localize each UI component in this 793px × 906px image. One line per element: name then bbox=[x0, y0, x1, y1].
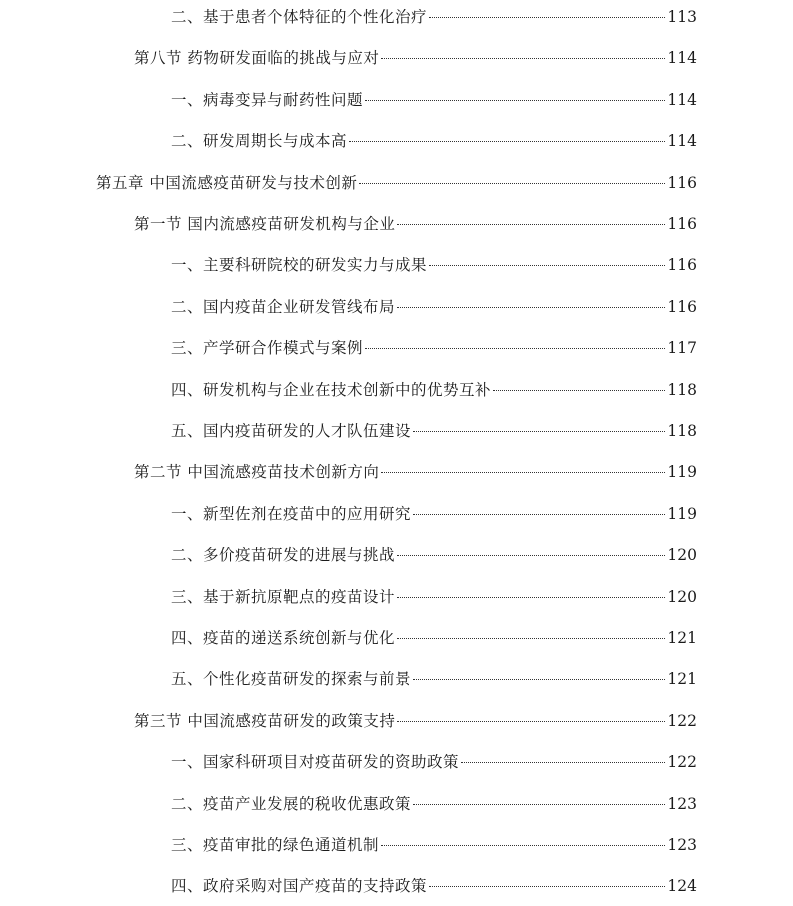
toc-entry-item[interactable] bbox=[171, 625, 697, 651]
toc-entry-page-number: 124 bbox=[667, 877, 697, 896]
toc-entry-page-number: 119 bbox=[667, 463, 697, 482]
toc-entry-title: 第一节 国内流感疫苗研发机构与企业 bbox=[134, 215, 396, 233]
toc-entry-title: 四、政府采购对国产疫苗的支持政策 bbox=[171, 877, 428, 896]
toc-entry-item[interactable] bbox=[171, 87, 697, 113]
toc-entry-item[interactable] bbox=[171, 294, 697, 320]
toc-entry-section[interactable] bbox=[134, 459, 697, 485]
toc-entry-page-number: 114 bbox=[667, 90, 697, 109]
toc-entry-title: 第三节 中国流感疫苗研发的政策支持 bbox=[134, 711, 396, 730]
toc-entry-title: 五、国内疫苗研发的人才队伍建设 bbox=[171, 422, 412, 440]
dot-leader bbox=[365, 99, 665, 101]
toc-entry-section[interactable] bbox=[134, 708, 697, 734]
dot-leader bbox=[381, 844, 665, 846]
dot-leader bbox=[381, 57, 665, 59]
toc-entry-title: 三、疫苗审批的绿色通道机制 bbox=[171, 836, 380, 854]
toc-entry-title: 一、新型佐剂在疫苗中的应用研究 bbox=[171, 504, 412, 523]
toc-entry-page-number: 114 bbox=[667, 132, 697, 151]
toc-entry-page-number: 114 bbox=[667, 49, 697, 68]
toc-entry-title: 五、个性化疫苗研发的探索与前景 bbox=[171, 670, 412, 689]
dot-leader bbox=[413, 430, 665, 432]
dot-leader bbox=[397, 554, 665, 556]
dot-leader bbox=[397, 637, 665, 639]
toc-entry-title: 第五章 中国流感疫苗研发与技术创新 bbox=[96, 173, 358, 192]
toc-entry-page-number: 120 bbox=[667, 587, 697, 606]
toc-entry-item[interactable] bbox=[171, 4, 697, 30]
dot-leader bbox=[413, 513, 665, 515]
toc-entry-page-number: 123 bbox=[667, 794, 697, 813]
toc-entry-item[interactable] bbox=[171, 128, 697, 154]
toc-entry-title: 二、国内疫苗企业研发管线布局 bbox=[171, 297, 396, 316]
toc-entry-title: 第八节 药物研发面临的挑战与应对 bbox=[134, 49, 380, 68]
toc-entry-item[interactable] bbox=[171, 501, 697, 527]
toc-entry-page-number: 116 bbox=[667, 173, 697, 192]
toc-entry-item[interactable] bbox=[171, 542, 697, 568]
dot-leader bbox=[429, 16, 665, 18]
toc-entry-item[interactable] bbox=[171, 873, 697, 899]
toc-entry-page-number: 116 bbox=[667, 256, 697, 275]
toc-entry-section[interactable] bbox=[134, 211, 697, 237]
dot-leader bbox=[461, 761, 665, 763]
toc-entry-section[interactable] bbox=[134, 45, 697, 71]
toc-entry-page-number: 118 bbox=[667, 380, 697, 399]
toc-entry-title: 三、基于新抗原靶点的疫苗设计 bbox=[171, 587, 396, 606]
toc-entry-title: 三、产学研合作模式与案例 bbox=[171, 339, 364, 358]
dot-leader bbox=[429, 264, 665, 266]
dot-leader bbox=[493, 389, 665, 391]
toc-entry-title: 二、基于患者个体特征的个性化治疗 bbox=[171, 8, 428, 26]
toc-entry-page-number: 121 bbox=[667, 629, 697, 647]
toc-entry-page-number: 122 bbox=[667, 753, 697, 772]
dot-leader bbox=[381, 471, 665, 473]
toc-entry-title: 二、疫苗产业发展的税收优惠政策 bbox=[171, 794, 412, 813]
toc-entry-page-number: 121 bbox=[667, 670, 697, 689]
toc-entry-page-number: 116 bbox=[667, 297, 697, 316]
toc-entry-page-number: 119 bbox=[667, 504, 697, 523]
toc-entry-item[interactable] bbox=[171, 749, 697, 775]
toc-entry-page-number: 120 bbox=[667, 546, 697, 565]
toc-entry-title: 一、主要科研院校的研发实力与成果 bbox=[171, 256, 428, 275]
toc-entry-title: 第二节 中国流感疫苗技术创新方向 bbox=[134, 463, 380, 482]
dot-leader bbox=[397, 596, 665, 598]
toc-entry-item[interactable] bbox=[171, 418, 697, 444]
toc-entry-title: 二、多价疫苗研发的进展与挑战 bbox=[171, 546, 396, 565]
toc-entry-title: 一、国家科研项目对疫苗研发的资助政策 bbox=[171, 753, 460, 772]
toc-entry-page-number: 116 bbox=[667, 215, 697, 233]
toc-entry-page-number: 122 bbox=[667, 711, 697, 730]
dot-leader bbox=[429, 885, 665, 887]
toc-entry-page-number: 123 bbox=[667, 836, 697, 854]
toc-entry-item[interactable] bbox=[171, 791, 697, 817]
dot-leader bbox=[365, 347, 665, 349]
dot-leader bbox=[359, 182, 665, 184]
toc-entry-item[interactable] bbox=[171, 335, 697, 361]
toc-entry-title: 一、病毒变异与耐药性问题 bbox=[171, 90, 364, 109]
toc-entry-item[interactable] bbox=[171, 832, 697, 858]
toc-entry-page-number: 113 bbox=[667, 8, 697, 26]
toc-entry-page-number: 117 bbox=[667, 339, 697, 358]
dot-leader bbox=[397, 306, 665, 308]
dot-leader bbox=[397, 223, 665, 225]
dot-leader bbox=[413, 803, 665, 805]
toc-entry-page-number: 118 bbox=[667, 422, 697, 440]
dot-leader bbox=[413, 678, 665, 680]
toc-entry-title: 二、研发周期长与成本高 bbox=[171, 132, 348, 151]
dot-leader bbox=[349, 140, 665, 142]
toc-entry-chapter[interactable] bbox=[96, 170, 697, 196]
toc-entry-item[interactable] bbox=[171, 584, 697, 610]
dot-leader bbox=[397, 720, 665, 722]
toc-entry-item[interactable] bbox=[171, 252, 697, 278]
toc-entry-item[interactable] bbox=[171, 377, 697, 403]
toc-entry-item[interactable] bbox=[171, 666, 697, 692]
toc-entry-title: 四、研发机构与企业在技术创新中的优势互补 bbox=[171, 380, 492, 399]
toc-entry-title: 四、疫苗的递送系统创新与优化 bbox=[171, 629, 396, 647]
